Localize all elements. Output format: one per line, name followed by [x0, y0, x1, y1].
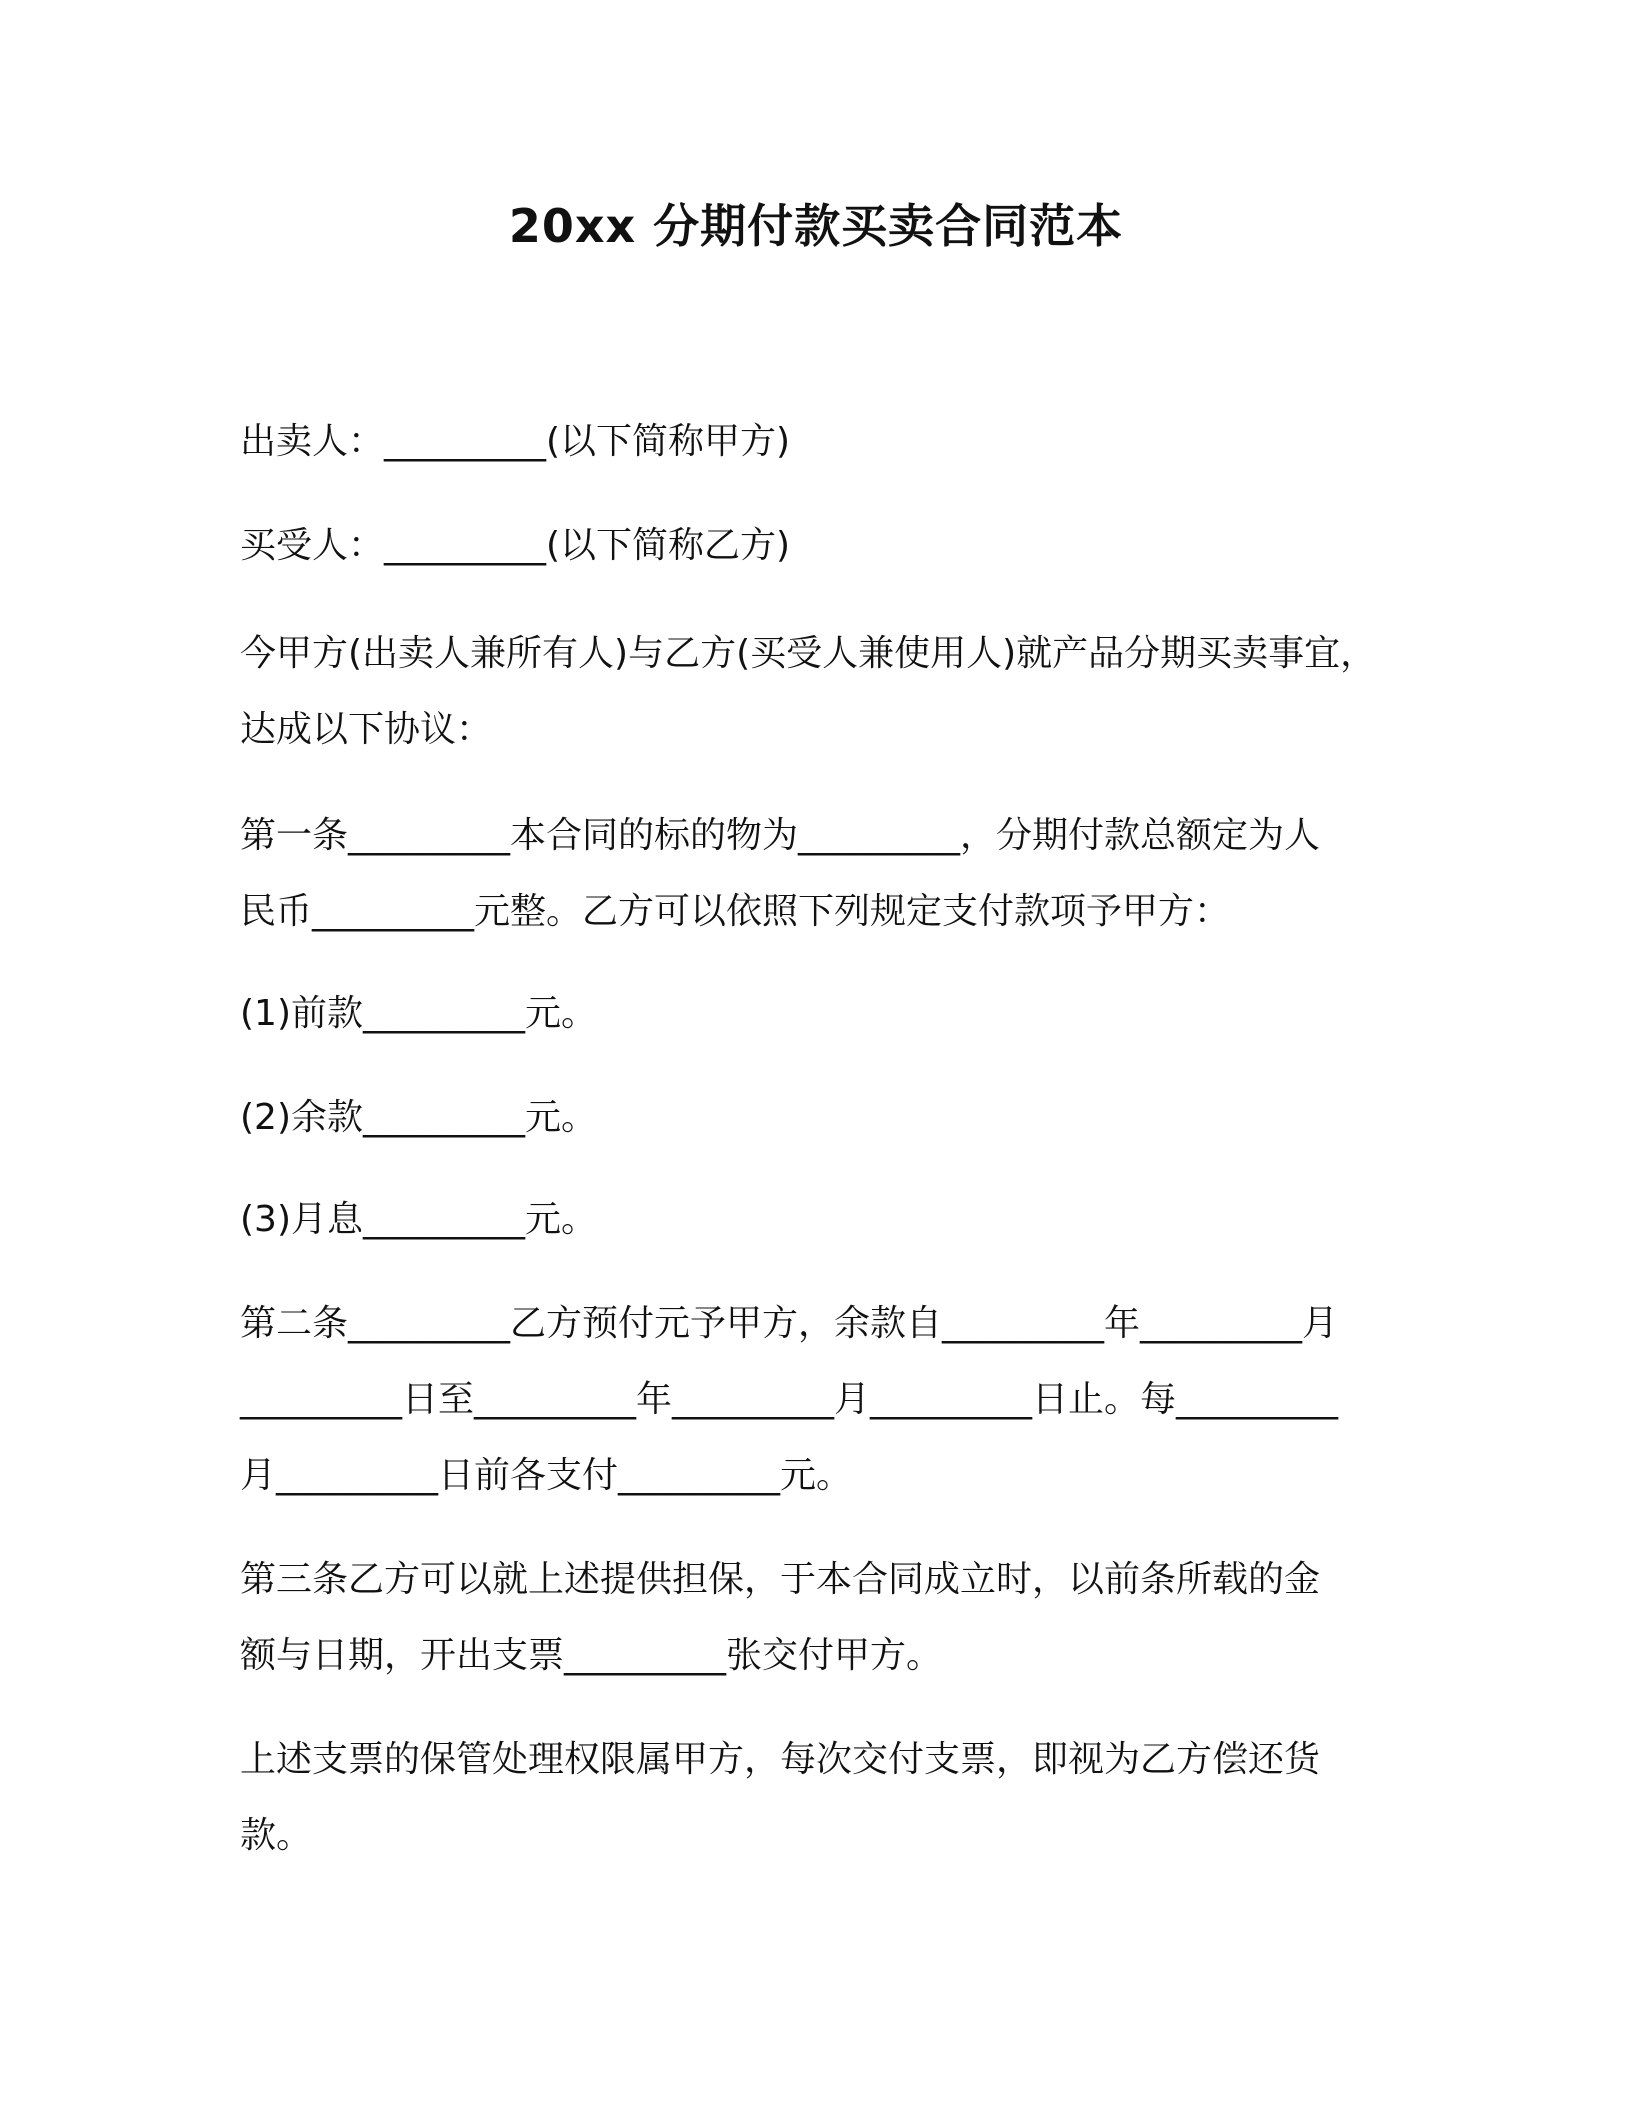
document-title: 20xx 分期付款买卖合同范本 — [508, 199, 1124, 253]
article-3-line-1: 第三条乙方可以就上述提供担保，于本合同成立时，以前条所载的金 — [240, 1559, 1321, 1600]
article-2-line-3: 月_________日前各支付_________元。 — [240, 1455, 853, 1496]
article-3-line-2: 额与日期，开出支票_________张交付甲方。 — [240, 1635, 943, 1676]
preamble-line-2: 达成以下协议： — [240, 709, 493, 750]
cheque-custody-line-2: 款。 — [240, 1815, 313, 1856]
article-2-line-1: 第二条_________乙方预付元予甲方，余款自_________年_________月 — [240, 1303, 1339, 1344]
article-2-line-2: _________日至_________年_________月_________日止。每_________ — [240, 1379, 1338, 1420]
article-1-line-2: 民币_________元整。乙方可以依照下列规定支付款项予甲方： — [240, 891, 1231, 932]
cheque-custody-line-1: 上述支票的保管处理权限属甲方，每次交付支票，即视为乙方偿还货 — [240, 1739, 1321, 1780]
monthly-interest-line: (3)月息_________元。 — [240, 1199, 597, 1240]
article-1-line-1: 第一条_________本合同的标的物为_________，分期付款总额定为人 — [240, 815, 1321, 856]
buyer-line: 买受人：_________(以下简称乙方) — [240, 525, 791, 566]
balance-line: (2)余款_________元。 — [240, 1097, 597, 1138]
down-payment-line: (1)前款_________元。 — [240, 993, 597, 1034]
seller-line: 出卖人：_________(以下简称甲方) — [240, 421, 791, 462]
preamble-line-1: 今甲方(出卖人兼所有人)与乙方(买受人兼使用人)就产品分期买卖事宜， — [240, 633, 1377, 674]
